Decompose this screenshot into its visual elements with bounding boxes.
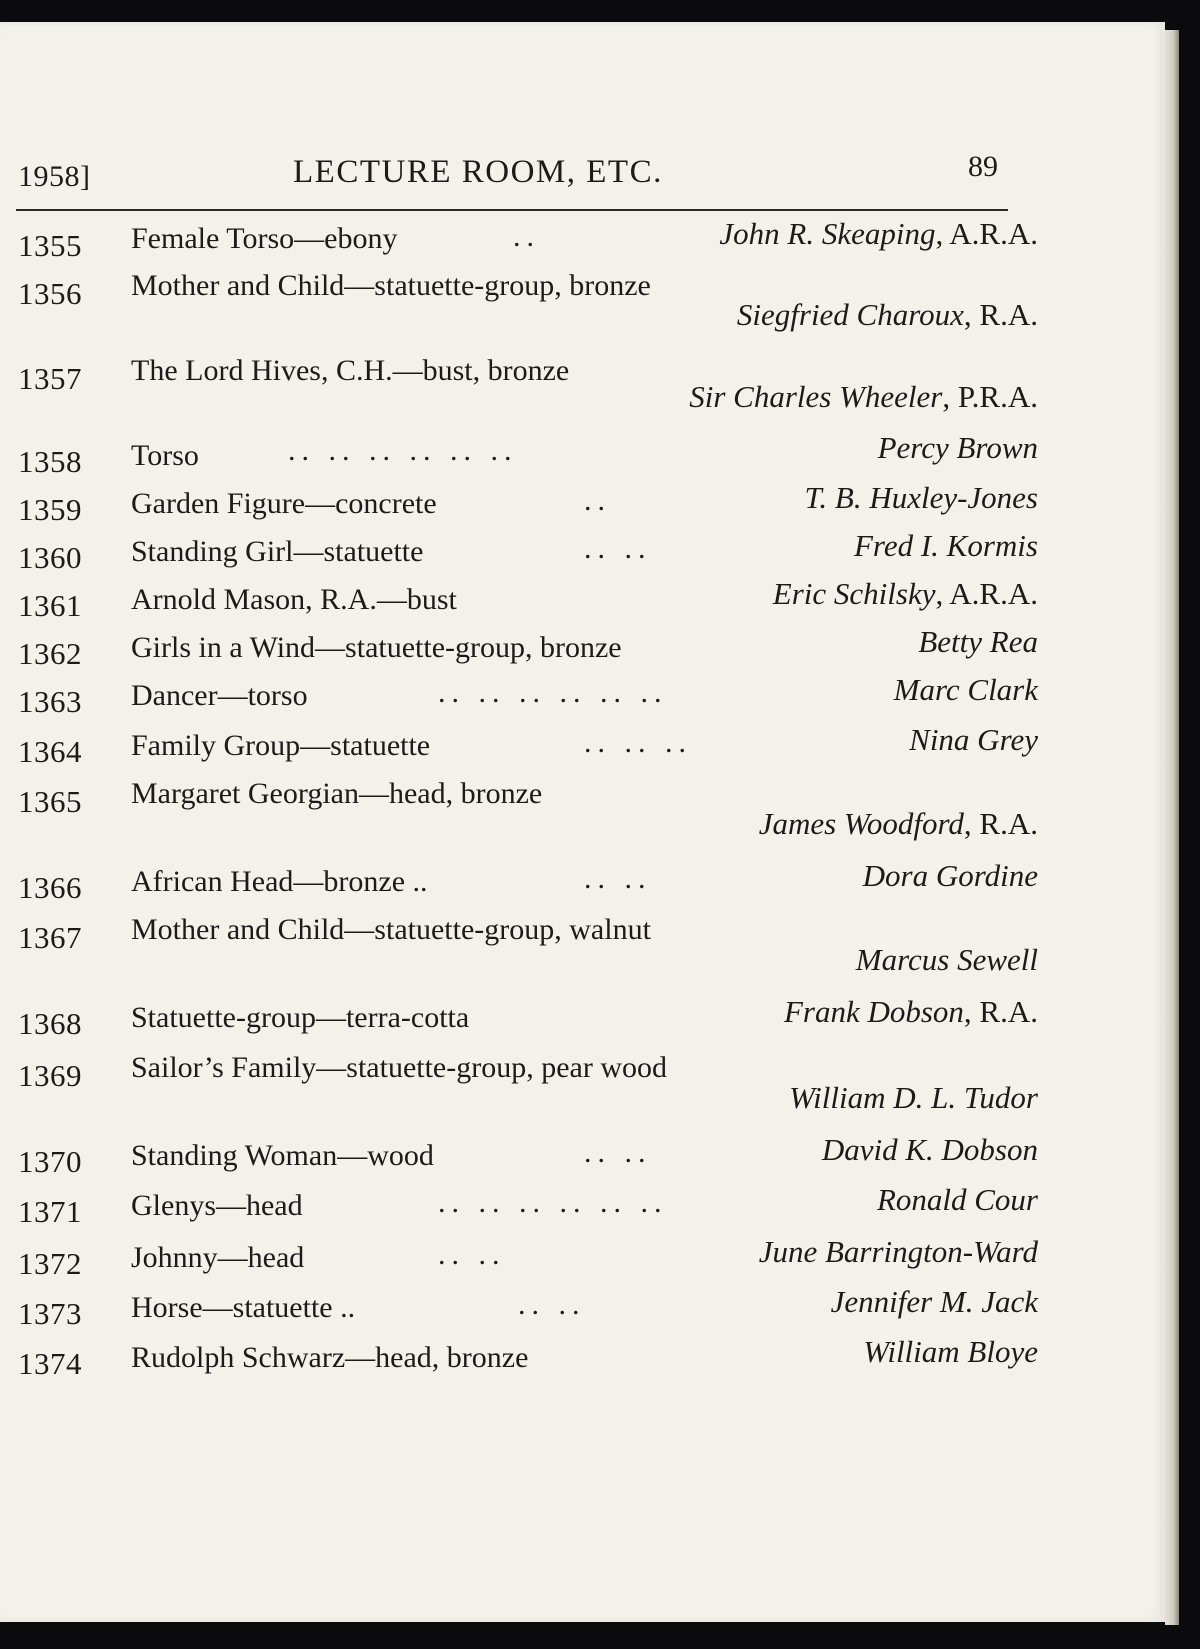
artist-name: Eric Schilsky	[772, 576, 936, 611]
entry-number: 1369	[18, 1058, 82, 1093]
entry-number: 1365	[18, 784, 82, 819]
artist-name: Marc Clark	[893, 672, 1038, 707]
artist-name: Betty Rea	[918, 624, 1038, 659]
dot-leader: .. ..	[438, 1238, 506, 1271]
artist-honour: , P.R.A.	[942, 379, 1038, 414]
entry-title: Garden Figure—concrete	[131, 487, 437, 520]
entry-title: Horse—statuette ..	[131, 1291, 356, 1324]
catalogue-entry	[18, 913, 1038, 1000]
entry-title: Statuette-group—terra-cotta	[131, 1001, 470, 1034]
catalogue-entry	[18, 672, 1038, 730]
artist-name: Frank Dobson	[783, 994, 964, 1029]
entry-number: 1360	[18, 540, 82, 575]
entry-number: 1358	[18, 444, 82, 479]
artist-honour: , A.R.A.	[935, 216, 1038, 251]
entry-artist	[689, 379, 1038, 415]
page-number: 89	[968, 150, 998, 183]
entry-artist	[719, 216, 1038, 252]
artist-name: June Barrington-Ward	[758, 1234, 1038, 1269]
entry-title: Standing Woman—wood	[131, 1139, 434, 1172]
page-edge	[1165, 30, 1179, 1625]
entry-artist	[918, 624, 1038, 660]
catalogue-entry	[18, 576, 1038, 634]
entry-artist	[894, 672, 1038, 708]
catalogue-entry	[18, 722, 1038, 780]
artist-name: Dora Gordine	[862, 858, 1038, 893]
artist-name: Sir Charles Wheeler	[689, 379, 943, 414]
entry-title: Torso	[131, 439, 199, 472]
artist-name: Nina Grey	[909, 722, 1038, 757]
dot-leader: .. ..	[584, 1136, 652, 1169]
entry-artist	[878, 430, 1038, 466]
entry-artist	[909, 722, 1038, 758]
entry-number: 1367	[18, 920, 82, 955]
entry-artist	[863, 858, 1038, 894]
dot-leader: .. ..	[584, 532, 652, 565]
artist-name: Jennifer M. Jack	[830, 1284, 1038, 1319]
entry-number: 1359	[18, 492, 82, 527]
entry-number: 1364	[18, 734, 82, 769]
entry-number: 1361	[18, 588, 82, 623]
entry-artist	[759, 1234, 1038, 1270]
entry-number: 1355	[18, 228, 82, 263]
artist-honour: , R.A.	[963, 806, 1038, 841]
entry-title: Family Group—statuette	[131, 729, 431, 762]
entry-number: 1356	[18, 276, 82, 311]
artist-name: William D. L. Tudor	[789, 1080, 1038, 1115]
entry-number: 1357	[18, 361, 82, 396]
header-year: 1958]	[18, 160, 91, 193]
entry-title: Mother and Child—statuette-group, walnut	[131, 913, 651, 946]
entry-number: 1362	[18, 636, 82, 671]
entry-artist	[737, 297, 1038, 333]
entry-artist	[784, 994, 1038, 1030]
catalogue-entry	[18, 777, 1038, 864]
artist-honour: , R.A.	[963, 994, 1038, 1029]
catalogue-entry	[18, 354, 1038, 437]
dot-leader: ..	[513, 220, 540, 253]
entry-artist	[877, 1182, 1038, 1218]
catalogue-entry	[18, 1334, 1038, 1392]
artist-name: William Bloye	[863, 1334, 1038, 1369]
entry-title: Dancer—torso	[131, 679, 308, 712]
entry-title: Margaret Georgian—head, bronze	[131, 777, 543, 810]
artist-name: James Woodford	[758, 806, 964, 841]
catalogue-entry	[18, 994, 1038, 1052]
artist-honour: , R.A.	[963, 297, 1038, 332]
entry-title: Glenys—head	[131, 1189, 303, 1222]
entry-artist	[856, 942, 1038, 978]
catalogue-entry	[18, 1051, 1038, 1138]
entry-artist	[804, 480, 1038, 516]
entry-title: Female Torso—ebony	[131, 222, 398, 255]
catalogue-entry	[18, 269, 1038, 352]
dot-leader: .. .. .. .. .. ..	[438, 676, 668, 709]
artist-honour: , A.R.A.	[935, 576, 1038, 611]
artist-name: Siegfried Charoux	[736, 297, 964, 332]
entry-number: 1370	[18, 1144, 82, 1179]
entry-artist	[831, 1284, 1038, 1320]
entry-artist	[789, 1080, 1038, 1116]
dot-leader: .. .. .. .. .. ..	[438, 1186, 668, 1219]
entry-artist	[863, 1334, 1038, 1370]
dot-leader: .. .. ..	[584, 726, 692, 759]
artist-name: Ronald Cour	[876, 1182, 1038, 1217]
dot-leader: .. ..	[518, 1288, 586, 1321]
artist-name: Fred I. Kormis	[854, 528, 1038, 563]
entry-title: The Lord Hives, C.H.—bust, bronze	[131, 354, 570, 387]
entry-title: Mother and Child—statuette-group, bronze	[131, 269, 651, 302]
entry-number: 1372	[18, 1246, 82, 1281]
dot-leader: .. .. .. .. .. ..	[288, 434, 518, 467]
dot-leader: .. ..	[584, 862, 652, 895]
entry-artist	[759, 806, 1038, 842]
entry-artist	[773, 576, 1038, 612]
entry-title: Standing Girl—statuette	[131, 535, 424, 568]
artist-name: John R. Skeaping	[719, 216, 936, 251]
header-rule	[16, 209, 1008, 211]
entry-artist	[822, 1132, 1038, 1168]
artist-name: Percy Brown	[877, 430, 1038, 465]
dot-leader: ..	[584, 484, 611, 517]
catalogue-entry	[18, 1132, 1038, 1190]
catalogue-entry	[18, 216, 1038, 272]
entry-number: 1366	[18, 870, 82, 905]
entry-number: 1368	[18, 1006, 82, 1041]
running-head	[18, 150, 1008, 200]
entry-title: Arnold Mason, R.A.—bust	[131, 583, 457, 616]
entry-number: 1363	[18, 684, 82, 719]
entry-number: 1374	[18, 1346, 82, 1381]
catalogue-page	[0, 22, 1165, 1622]
entry-title: African Head—bronze ..	[131, 865, 428, 898]
artist-name: Marcus Sewell	[855, 942, 1038, 977]
catalogue-entry	[18, 858, 1038, 916]
entry-number: 1371	[18, 1194, 82, 1229]
entry-title: Sailor’s Family—statuette-group, pear wood	[131, 1051, 668, 1084]
entry-title: Johnny—head	[131, 1241, 305, 1274]
artist-name: David K. Dobson	[821, 1132, 1038, 1167]
entry-title: Rudolph Schwarz—head, bronze	[131, 1341, 529, 1374]
entry-number: 1373	[18, 1296, 82, 1331]
entry-title: Girls in a Wind—statuette-group, bronze	[131, 631, 622, 664]
entry-artist	[854, 528, 1038, 564]
header-title: LECTURE ROOM, ETC.	[293, 154, 663, 190]
artist-name: T. B. Huxley-Jones	[804, 480, 1038, 515]
